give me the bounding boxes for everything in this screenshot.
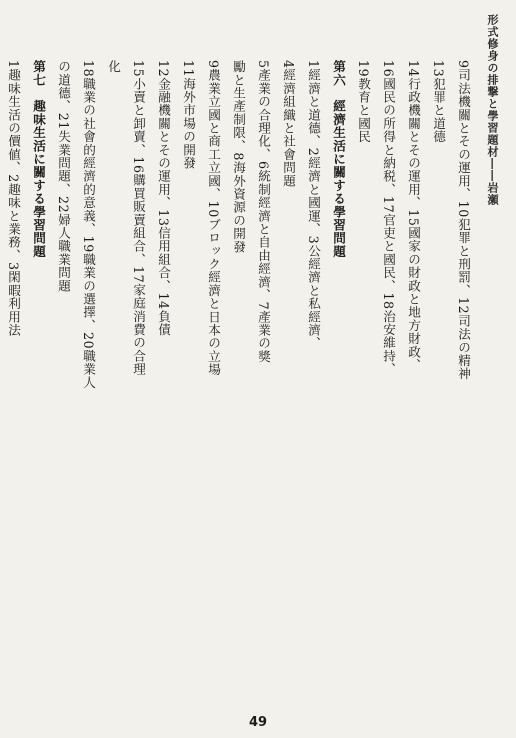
text-column: 11海外市場の開發	[181, 60, 196, 170]
text-column: 18職業の社會的經濟的意義、19職業の選擇、20職業人	[81, 60, 96, 389]
text-column: 1趣味生活の價値、2趣味と業務、3閑暇利用法	[6, 60, 21, 337]
text-column: 9農業立國と商工立國、10ブロック經濟と日本の立場	[206, 60, 221, 377]
text-column: 5產業の合理化、6統制經濟と自由經濟、7產業の獎	[256, 60, 271, 364]
running-header: 形式修身の排撃と學習題材――岩瀬	[486, 14, 499, 206]
text-column: 12金融機關とその運用、13信用組合、14負債	[156, 60, 171, 337]
section-heading: 第六 經濟生活に關する學習問題	[331, 60, 346, 258]
text-column: 19教育と國民	[356, 60, 371, 144]
text-column: 1經濟と道德、2經濟と國運、3公經濟と私經濟、	[306, 60, 321, 350]
text-column: 化	[106, 60, 121, 74]
text-column: 14行政機關とその運用、15國家の財政と地方財政、	[406, 60, 421, 372]
vertical-text-body	[6, 60, 476, 700]
text-column: 4經濟組織と社會問題	[281, 60, 296, 188]
text-column: 勵と生產制限、8海外資源の開發	[231, 60, 246, 254]
section-heading: 第七 趣味生活に關する學習問題	[31, 60, 46, 258]
text-column: 13犯罪と道德	[431, 60, 446, 144]
text-column	[0, 60, 1, 700]
text-column: 15小賣と卸賣、16購買販賣組合、17家庭消費の合理	[131, 60, 146, 376]
text-column: の道德、21失業問題、22婦人職業問題	[56, 60, 71, 293]
page-number: 49	[248, 715, 268, 730]
text-column: 9司法機關とその運用、10犯罪と刑罰、12司法の精神	[456, 60, 471, 381]
text-column: 16國民の所得と納税、17官吏と國民、18治安維持、	[381, 60, 396, 376]
